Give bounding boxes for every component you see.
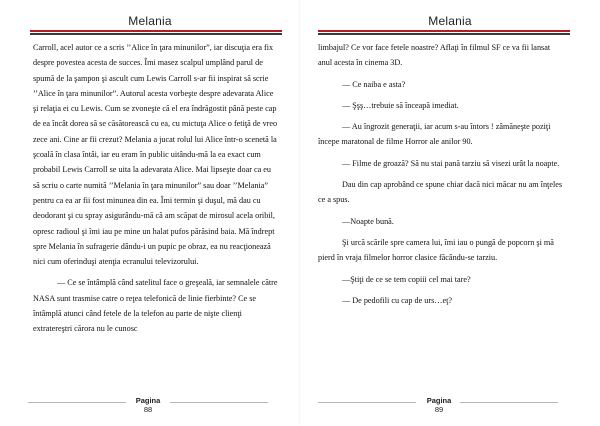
page-footer — [0, 396, 300, 426]
left-page — [0, 0, 300, 425]
paragraph: Şi urcă scările spre camera lui, îmi iau o pungă de popcorn şi mă pierd în vraja filmelor horror clasice făcându-se tarziu. — [318, 237, 554, 263]
footer-rule — [170, 402, 268, 403]
page-number: 88 — [143, 405, 153, 414]
page-number: 89 — [434, 405, 444, 414]
running-header: Melania — [128, 14, 172, 28]
footer-label: Pagina — [426, 396, 452, 405]
paragraph: limbajul? Ce vor face fetele noastre? Aflaţi în filmul SF ce va fii lansat anul acesta în cinema 3D. — [318, 43, 551, 68]
paragraph: — Ce naiba e asta? — [342, 79, 406, 89]
paragraph: — Şşş…trebuie să înceapă imediat. — [342, 100, 459, 110]
right-page — [300, 0, 600, 425]
footer-rule — [28, 402, 126, 403]
header-rule-red — [318, 30, 570, 32]
paragraph: — De pedofili cu cap de urs…eţ? — [342, 295, 453, 305]
page-body — [33, 40, 279, 337]
running-header: Melania — [428, 14, 472, 28]
paragraph: — Ce se întâmplă când satelitul face o greşeală, iar semnalele către NASA sunt trasmise catre o reţea telefonică de linie fierbinte? Ce se întâmplă atunci când fetele de la telefon au parte de nişte clienţi extratereştri cărora nu le cunosc — [33, 278, 278, 334]
page-body — [318, 40, 566, 308]
header-rule-dark — [30, 33, 282, 35]
page-footer — [300, 396, 600, 426]
footer-rule — [460, 402, 558, 403]
paragraph: — Filme de groază? Să nu stai pană tarziu să visezi urât la noapte. — [342, 158, 560, 168]
header-rule-dark — [318, 33, 570, 35]
footer-rule — [318, 402, 416, 403]
header-rule-red — [30, 30, 282, 32]
paragraph: —Ştiţi de ce se tem copiii cel mai tare? — [342, 274, 471, 284]
paragraph: Carroll, acel autor ce a scris ’’Alice în ţara minunilor”, iar discuţia era fix despre povestea acesta de succes. Îmi masez scalpul umplând parul de spumă de la şampon şi ascult cum Lewis Carroll s-ar fii inspirat să scrie ’’Alice în ţara minunilor”. Autorul acesta vorbeşte despre adevarata Alice şi relaţia ei cu Lewis. Cum se zvoneşte că el era îndrăgostit până peste cap de ea încât dorea să se căsătorească cu ea, cu mictuţa Alice o fetiţă de vreo zece ani. Cine ar fii crezut? Melania a jucat rolul lui Alice într-o scenetă la şcoală în clasa întâi, iar eu eram în public uitându-mă la ea exact cum probabil Lewis Carroll se uita la adevarata Alice. Mai lipseşte doar ca eu să scriu o carte numită ’’Melania în ţara minunilor” sau doar ’’Melania” pentru ca ea ar fii fost minunea din ea. Îmi termin şi duşul, mă dau cu deodorant şi cu spray asigurându-mă că am scăpat de mirosul acela oribil, opresc radioul şi îmi iau pe mine un halat pufos părăsind baia. Mă îndrept spre Melania în sufragerie dându-i un pupic pe obraz, ea nu reacţionează nici cum oferinduşi atenţia ecranului televizorului. — [33, 43, 278, 267]
paragraph: — Au îngrozit generaţii, iar acum s-au întors ! zâmăneşte poziţi începe maratonal de filme Horror ale anilor 90. — [318, 122, 551, 147]
paragraph: —Noapte bună. — [342, 216, 394, 226]
footer-label: Pagina — [135, 396, 161, 405]
paragraph: Dau din cap aprobând ce spune chiar dacă nici măcar nu am înţeles ce a spus. — [318, 180, 563, 205]
